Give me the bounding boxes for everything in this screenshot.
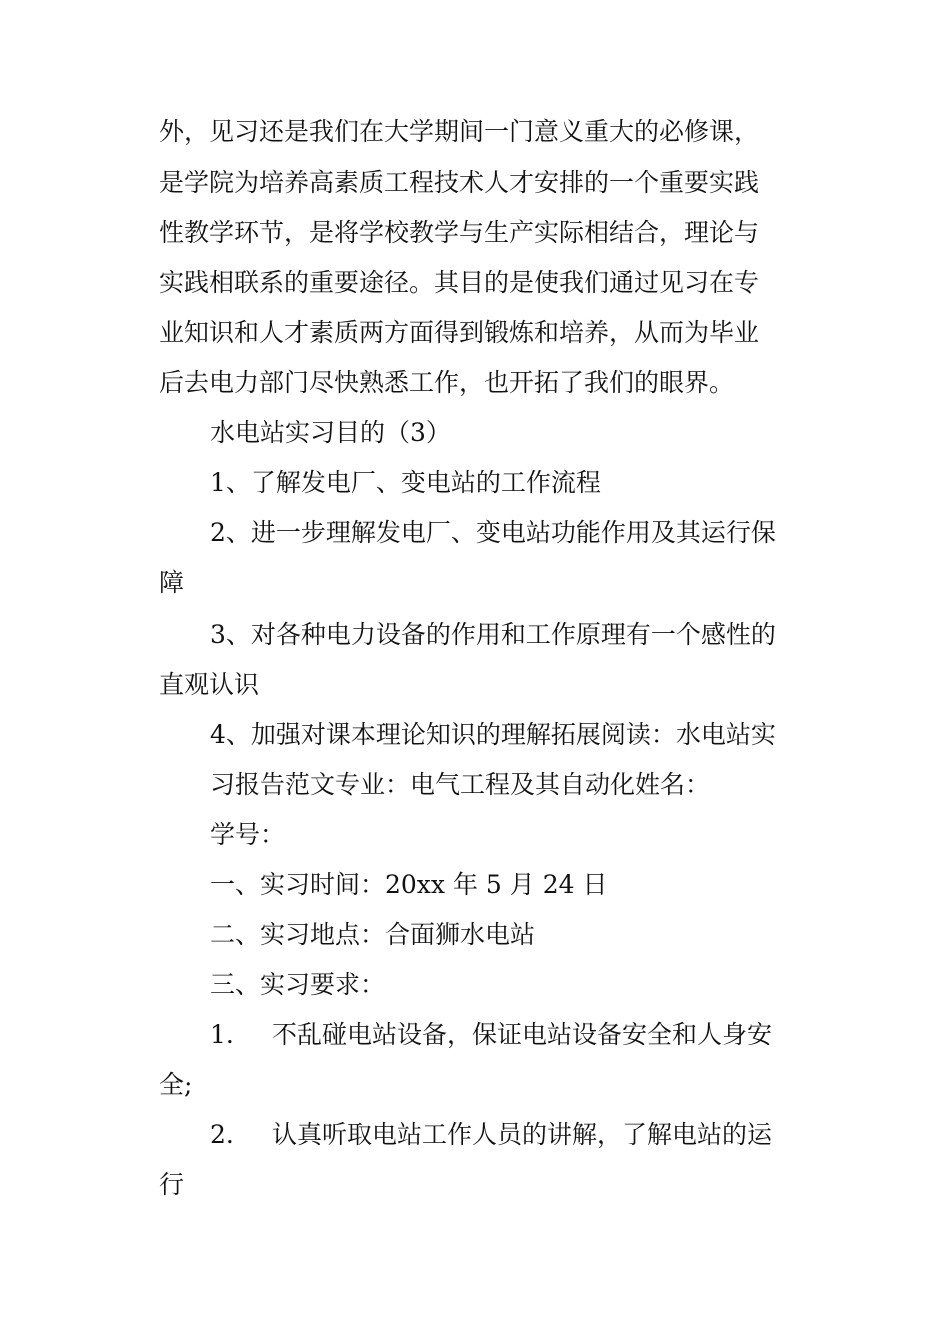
text-line-2: 是学院为培养高素质工程技术人才安排的一个重要实践 <box>159 168 760 197</box>
purpose-item-3: 3、对各种电力设备的作用和工作原理有一个感性的 <box>210 620 776 649</box>
requirement-2-text: 认真听取电站工作人员的讲解，了解电站的运 <box>272 1120 773 1149</box>
text-line-4: 实践相联系的重要途径。其目的是使我们通过见习在专 <box>159 268 760 297</box>
student-number-label: 学号： <box>210 820 286 849</box>
purpose-item-3-continuation: 直观认识 <box>159 670 260 699</box>
text-line-3: 性教学环节，是将学校教学与生产实际相结合，理论与 <box>159 218 760 247</box>
report-info-line: 习报告范文专业：电气工程及其自动化姓名： <box>210 770 711 799</box>
purpose-item-2-continuation: 障 <box>159 568 185 597</box>
internship-location: 二、实习地点：合面狮水电站 <box>210 920 536 949</box>
purpose-item-4: 4、加强对课本理论知识的理解拓展阅读：水电站实 <box>210 720 776 749</box>
section-heading: 水电站实习目的（3） <box>210 418 451 447</box>
requirement-2-number: 2. <box>210 1120 234 1149</box>
requirement-2-continuation: 行 <box>159 1170 185 1199</box>
purpose-item-1: 1、了解发电厂、变电站的工作流程 <box>210 468 601 497</box>
text-line-5: 业知识和人才素质两方面得到锻炼和培养，从而为毕业 <box>159 318 760 347</box>
purpose-item-2: 2、进一步理解发电厂、变电站功能作用及其运行保 <box>210 518 776 547</box>
text-line-6: 后去电力部门尽快熟悉工作，也开拓了我们的眼界。 <box>159 368 735 397</box>
requirement-1-number: 1. <box>210 1020 234 1049</box>
requirement-1-continuation: 全; <box>159 1070 193 1099</box>
requirement-1-text: 不乱碰电站设备，保证电站设备安全和人身安 <box>272 1020 773 1049</box>
text-line-1: 外，见习还是我们在大学期间一门意义重大的必修课， <box>159 117 760 146</box>
internship-requirements-heading: 三、实习要求： <box>210 970 386 999</box>
internship-time: 一、实习时间：20xx 年 5 月 24 日 <box>210 870 608 899</box>
